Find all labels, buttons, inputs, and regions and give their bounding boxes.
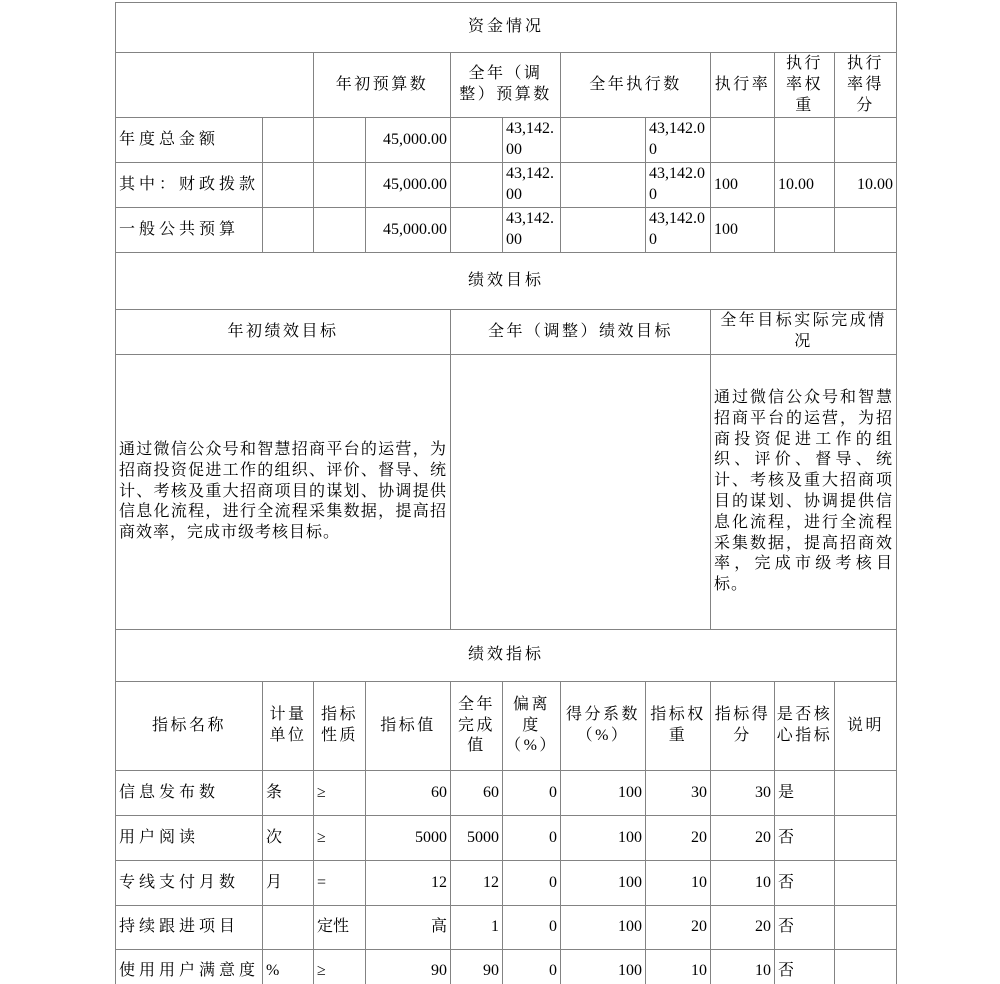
funding-rate-value: 100 xyxy=(711,162,775,207)
indicator-actual: 5000 xyxy=(451,815,503,860)
indicator-header-core: 是否核心指标 xyxy=(775,681,835,770)
indicator-core: 否 xyxy=(775,815,835,860)
indicator-unit: % xyxy=(263,949,314,984)
funding-initial-value: 45,000.00 xyxy=(366,162,451,207)
indicator-score: 10 xyxy=(711,860,775,905)
funding-header-rate-score: 执行率得分 xyxy=(835,53,897,118)
funding-rate-score-value xyxy=(835,207,897,252)
indicator-coefficient: 100 xyxy=(561,949,646,984)
funding-title-row xyxy=(116,3,897,53)
indicator-note xyxy=(835,949,897,984)
empty-cell xyxy=(451,207,503,252)
goals-content-row xyxy=(116,354,897,629)
indicator-nature: ≥ xyxy=(314,815,366,860)
indicator-note xyxy=(835,815,897,860)
indicator-core: 否 xyxy=(775,860,835,905)
funding-rate-score-value xyxy=(835,118,897,163)
funding-rate-weight-value: 10.00 xyxy=(775,162,835,207)
indicator-weight: 20 xyxy=(646,905,711,949)
empty-cell xyxy=(314,162,366,207)
indicator-deviation: 0 xyxy=(503,770,561,815)
indicator-note xyxy=(835,770,897,815)
indicator-row-followup-projects xyxy=(116,905,897,949)
indicator-header-coefficient: 得分系数（%） xyxy=(561,681,646,770)
indicators-header-row xyxy=(116,681,897,770)
indicator-weight: 30 xyxy=(646,770,711,815)
indicator-deviation: 0 xyxy=(503,949,561,984)
indicator-row-user-reads xyxy=(116,815,897,860)
indicator-weight: 10 xyxy=(646,860,711,905)
indicator-score: 10 xyxy=(711,949,775,984)
indicator-score: 20 xyxy=(711,815,775,860)
actual-goal-text: 通过微信公众号和智慧招商平台的运营，为招商投资促进工作的组织、评价、督导、统计、考核及重大招商项目的谋划、协调提供信息化流程，进行全流程采集数据，提高招商效率，完成市级考核目标。 xyxy=(711,354,897,629)
indicator-unit: 条 xyxy=(263,770,314,815)
indicator-unit xyxy=(263,905,314,949)
indicator-name: 信息发布数 xyxy=(116,770,263,815)
performance-report-table xyxy=(115,2,897,984)
indicator-coefficient: 100 xyxy=(561,770,646,815)
indicator-score: 30 xyxy=(711,770,775,815)
funding-rate-weight-value xyxy=(775,118,835,163)
funding-initial-value: 45,000.00 xyxy=(366,207,451,252)
indicator-target: 90 xyxy=(366,949,451,984)
indicator-name: 用户阅读 xyxy=(116,815,263,860)
funding-adjusted-value: 43,142.00 xyxy=(503,207,561,252)
goals-header-adjusted: 全年（调整）绩效目标 xyxy=(451,309,711,354)
funding-adjusted-value: 43,142.00 xyxy=(503,118,561,163)
goals-title-row xyxy=(116,252,897,309)
indicator-weight: 10 xyxy=(646,949,711,984)
funding-header-execution: 全年执行数 xyxy=(561,53,711,118)
initial-goal-text: 通过微信公众号和智慧招商平台的运营，为招商投资促进工作的组织、评价、督导、统计、考核及重大招商项目的谋划、协调提供信息化流程，进行全流程采集数据，提高招商效率，完成市级考核目标。 xyxy=(116,354,451,629)
indicator-unit: 月 xyxy=(263,860,314,905)
indicator-coefficient: 100 xyxy=(561,815,646,860)
indicator-core: 是 xyxy=(775,770,835,815)
funding-header-initial-budget: 年初预算数 xyxy=(314,53,451,118)
funding-section-title: 资金情况 xyxy=(116,3,897,53)
indicator-header-score: 指标得分 xyxy=(711,681,775,770)
indicator-row-info-releases xyxy=(116,770,897,815)
indicator-actual: 12 xyxy=(451,860,503,905)
indicator-row-user-satisfaction xyxy=(116,949,897,984)
funding-row-public-budget xyxy=(116,207,897,252)
indicator-header-name: 指标名称 xyxy=(116,681,263,770)
funding-rate-score-value: 10.00 xyxy=(835,162,897,207)
funding-adjusted-value: 43,142.00 xyxy=(503,162,561,207)
funding-header-rate-weight: 执行率权重 xyxy=(775,53,835,118)
goals-header-row xyxy=(116,309,897,354)
indicator-target: 60 xyxy=(366,770,451,815)
empty-cell xyxy=(314,207,366,252)
funding-executed-value: 43,142.00 xyxy=(646,207,711,252)
indicator-nature: = xyxy=(314,860,366,905)
funding-row-label: 一般公共预算 xyxy=(116,207,263,252)
goals-header-actual: 全年目标实际完成情况 xyxy=(711,309,897,354)
indicator-weight: 20 xyxy=(646,815,711,860)
indicator-actual: 1 xyxy=(451,905,503,949)
goals-section-title: 绩效目标 xyxy=(116,252,897,309)
empty-cell xyxy=(561,162,646,207)
empty-cell xyxy=(263,118,314,163)
funding-executed-value: 43,142.00 xyxy=(646,162,711,207)
funding-rate-weight-value xyxy=(775,207,835,252)
indicator-unit: 次 xyxy=(263,815,314,860)
indicator-coefficient: 100 xyxy=(561,905,646,949)
funding-row-fiscal xyxy=(116,162,897,207)
indicator-header-target: 指标值 xyxy=(366,681,451,770)
empty-cell xyxy=(314,118,366,163)
indicator-deviation: 0 xyxy=(503,860,561,905)
indicator-name: 使用用户满意度 xyxy=(116,949,263,984)
indicator-nature: ≥ xyxy=(314,949,366,984)
indicator-target: 12 xyxy=(366,860,451,905)
adjusted-goal-text xyxy=(451,354,711,629)
indicator-header-actual: 全年完成值 xyxy=(451,681,503,770)
funding-header-adjusted-budget: 全年（调整）预算数 xyxy=(451,53,561,118)
indicator-note xyxy=(835,860,897,905)
indicator-row-payment-months xyxy=(116,860,897,905)
indicator-nature: 定性 xyxy=(314,905,366,949)
indicator-coefficient: 100 xyxy=(561,860,646,905)
indicator-deviation: 0 xyxy=(503,905,561,949)
funding-header-row xyxy=(116,53,897,118)
indicator-actual: 60 xyxy=(451,770,503,815)
indicator-score: 20 xyxy=(711,905,775,949)
indicators-section-title: 绩效指标 xyxy=(116,629,897,681)
indicator-nature: ≥ xyxy=(314,770,366,815)
funding-row-label: 其中：财政拨款 xyxy=(116,162,263,207)
funding-rate-value: 100 xyxy=(711,207,775,252)
funding-initial-value: 45,000.00 xyxy=(366,118,451,163)
funding-executed-value: 43,142.00 xyxy=(646,118,711,163)
indicator-core: 否 xyxy=(775,905,835,949)
empty-cell xyxy=(263,207,314,252)
empty-cell xyxy=(561,207,646,252)
funding-row-label: 年度总金额 xyxy=(116,118,263,163)
indicator-header-weight: 指标权重 xyxy=(646,681,711,770)
funding-row-total xyxy=(116,118,897,163)
indicator-header-note: 说明 xyxy=(835,681,897,770)
indicator-actual: 90 xyxy=(451,949,503,984)
empty-cell xyxy=(263,162,314,207)
goals-header-initial: 年初绩效目标 xyxy=(116,309,451,354)
indicator-core: 否 xyxy=(775,949,835,984)
indicator-name: 持续跟进项目 xyxy=(116,905,263,949)
indicator-header-nature: 指标性质 xyxy=(314,681,366,770)
indicator-note xyxy=(835,905,897,949)
indicator-name: 专线支付月数 xyxy=(116,860,263,905)
indicator-header-unit: 计量单位 xyxy=(263,681,314,770)
funding-header-blank xyxy=(116,53,314,118)
funding-header-rate: 执行率 xyxy=(711,53,775,118)
indicator-target: 高 xyxy=(366,905,451,949)
empty-cell xyxy=(451,162,503,207)
indicators-title-row xyxy=(116,629,897,681)
indicator-target: 5000 xyxy=(366,815,451,860)
funding-rate-value xyxy=(711,118,775,163)
empty-cell xyxy=(561,118,646,163)
empty-cell xyxy=(451,118,503,163)
indicator-header-deviation: 偏离度（%） xyxy=(503,681,561,770)
indicator-deviation: 0 xyxy=(503,815,561,860)
